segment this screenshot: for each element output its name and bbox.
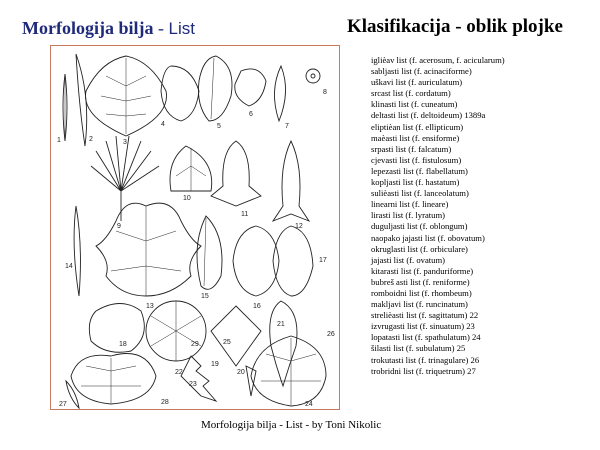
plate-number: 26 [327, 331, 335, 338]
leaf-shape [274, 66, 285, 121]
list-item: deltasti list (f. deltoideum) 1389a [371, 110, 486, 121]
list-item: sabljasti list (f. acinaciforme) [371, 66, 472, 77]
footer-caption: Morfologija bilja - List - by Toni Nikolic [201, 419, 382, 431]
plate-number: 9 [117, 223, 121, 230]
list-item: kopljasti list (f. hastatum) [371, 177, 460, 188]
list-item: duguljasti list (f. oblongum) [371, 221, 468, 232]
list-item: okruglasti list (f. orbiculare) [371, 243, 468, 254]
plate-number: 6 [249, 111, 253, 118]
plate-number: 1 [57, 137, 61, 144]
plate-number: 25 [223, 339, 231, 346]
leaf-shape [233, 226, 279, 296]
plate-number: 12 [295, 223, 303, 230]
leaf-shape [91, 136, 159, 221]
plate-number: 18 [119, 341, 127, 348]
plate-number: 27 [59, 401, 67, 408]
list-item: jajasti list (f. ovatum) [371, 254, 445, 265]
plate-number: 7 [285, 123, 289, 130]
list-item: naopako jajasti list (f. obovatum) [371, 232, 485, 243]
plate-number: 8 [323, 89, 327, 96]
list-item: srpasti list (f. falcatum) [371, 143, 452, 154]
plate-number: 29 [191, 341, 199, 348]
list-item: izvrugasti list (f. sinuatum) 23 [371, 321, 475, 332]
list-item: klinasti list (f. cuneatum) [371, 99, 458, 110]
list-item: šilasti list (f. subulatum) 25 [371, 343, 466, 354]
list-item: lirasti list (f. lyratum) [371, 210, 445, 221]
leaf-shape [74, 206, 80, 296]
list-item: srcast list (f. cordatum) [371, 88, 451, 99]
leaf-shape [246, 366, 256, 396]
list-item: trokutasti list (f. trinagulare) 26 [371, 354, 480, 365]
plate-number: 21 [277, 321, 285, 328]
plate-number: 13 [146, 303, 154, 310]
classification-title: Klasifikacija - oblik plojke [347, 16, 563, 37]
plate-number: 22 [175, 369, 183, 376]
plate-number: 11 [241, 211, 249, 218]
list-item: uškavi list (f. auriculatum) [371, 77, 463, 88]
plate-number: 3 [123, 139, 127, 146]
leaf-shape [198, 56, 232, 121]
title-dash: - [153, 18, 169, 38]
leaf-shape [66, 381, 79, 408]
leaf-shape [211, 141, 261, 206]
leaf-shape [211, 306, 261, 366]
list-item: trobridni list (f. triquetrum) 27 [371, 365, 476, 376]
list-item: eliptièan list (f. ellipticum) [371, 121, 464, 132]
plate-number: 15 [201, 293, 209, 300]
list-item: cjevasti list (f. fistulosum) [371, 154, 462, 165]
list-item: makljavi list (f. runcinatum) [371, 299, 468, 310]
plate-number: 20 [237, 369, 245, 376]
list-item: strelièasti list (f. sagittatum) 22 [371, 310, 479, 321]
plate-number: 17 [319, 257, 327, 264]
plate-number: 10 [183, 195, 191, 202]
leaf-shape [306, 69, 320, 83]
plate-number: 5 [217, 123, 221, 130]
title-list: List [168, 19, 195, 38]
leaf-shape [71, 354, 156, 405]
list-item: kitarasti list (f. panduriforme) [371, 265, 474, 276]
plate-number: 23 [189, 381, 197, 388]
list-item: iglièav list (f. acerosum, f. acicularum) [371, 55, 505, 65]
plate-number: 24 [305, 401, 313, 408]
plate-number: 4 [161, 121, 165, 128]
leaf-shape [76, 54, 87, 146]
list-item: maèasti list (f. ensiforme) [371, 132, 460, 143]
plate-number: 19 [211, 361, 219, 368]
leaf-illustration [51, 46, 341, 411]
leaf-shapes-plate [50, 45, 340, 410]
classification-list [371, 55, 597, 377]
leaf-shape [273, 141, 309, 221]
plate-number: 28 [161, 399, 169, 406]
plate-number: 2 [89, 136, 93, 143]
list-item: sulièasti list (f. lanceolatum) [371, 188, 469, 199]
title-bold: Morfologija bilja [22, 18, 154, 38]
page-title [22, 18, 195, 39]
list-item: lopatasti list (f. spathulatum) 24 [371, 332, 481, 343]
leaf-shape [89, 304, 144, 353]
plate-number: 14 [65, 263, 73, 270]
leaf-shape [197, 216, 222, 289]
list-item: lepezasti list (f. flabellatum) [371, 165, 468, 176]
leaf-shape [251, 336, 326, 406]
leaf-shape [96, 203, 201, 296]
leaf-shape [235, 69, 266, 106]
list-item: bubreš asti list (f. reniforme) [371, 276, 470, 287]
list-item: linearni list (f. lineare) [371, 199, 449, 210]
plate-number: 16 [253, 303, 261, 310]
list-item: romboidni list (f. rhombeum) [371, 287, 472, 298]
